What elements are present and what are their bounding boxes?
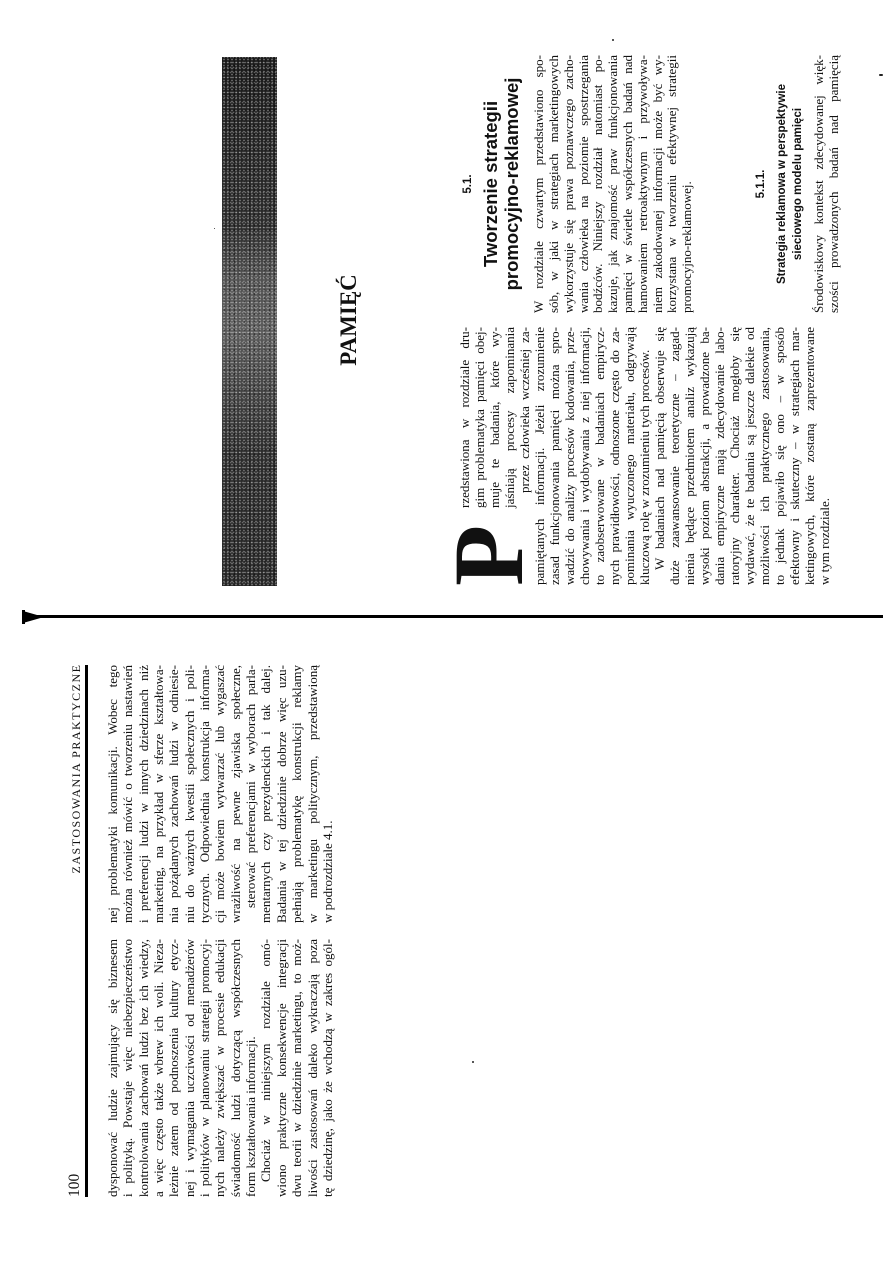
text-line: ratoryjny charakter. Chociaż mogłoby się bbox=[727, 327, 743, 585]
text-line: w tym rozdziale. bbox=[817, 498, 833, 585]
text-line: dysponować ludzie zajmujący się biznesem bbox=[104, 939, 120, 1197]
text-line: marketing, na przykład w sferze kształtowa- bbox=[150, 665, 166, 923]
text-line: jaśniają procesy zapominania bbox=[502, 327, 518, 508]
text-line: to jednak pojawiło się ono – w sposób bbox=[772, 327, 788, 585]
text-line: kontrolowania zachowań ludzi bez ich wiedzy, bbox=[135, 939, 151, 1197]
header-rule bbox=[85, 665, 89, 1197]
text-line: dania empiryczne mają zdecydowanie labo- bbox=[712, 327, 728, 585]
subsection-title-line: Strategia reklamowa w perspektywie bbox=[776, 83, 788, 285]
text-line: i polityków w planowaniu strategii promocyj- bbox=[197, 939, 213, 1197]
text-line: wykorzystuje się prawa poznawczego zacho- bbox=[560, 55, 576, 313]
text-line: hamowaniem retroaktywnym i przywoływa- bbox=[634, 55, 650, 313]
text-line: nych należy zwiększać w procesie edukacji bbox=[212, 939, 228, 1197]
text-line: pominania wyuczonego materiału, odgrywają bbox=[622, 327, 638, 585]
text-line: możliwości ich praktycznego zastosowania, bbox=[757, 327, 773, 585]
page-number: 100 bbox=[65, 1173, 83, 1197]
text-line: wrażliwość na pewne zjawiska społeczne, bbox=[227, 665, 243, 923]
text-line: nej i wymagania uczciwości od menadżerów bbox=[181, 939, 197, 1197]
text-line: wiono praktyczne konsekwencje integracji bbox=[273, 939, 289, 1197]
text-line: gim problematyka pamięci obej- bbox=[472, 327, 488, 508]
text-line: leżnie zatem od podnoszenia kultury etycz- bbox=[166, 939, 182, 1197]
text-line: wysoki poziom abstrakcji, a prowadzone ba- bbox=[697, 327, 713, 585]
text-line: chowywania i wydobywania z niej informacji, bbox=[577, 327, 593, 585]
text-line: korzystana w tworzeniu efektywnej strategii bbox=[664, 55, 680, 313]
text-line: liwości zastosowań daleko wykraczają poza bbox=[304, 939, 320, 1197]
text-line: sób, w jaki w strategiach marketingowych bbox=[545, 55, 561, 313]
text-line: wydawać, że te badania są jeszcze dalekie od bbox=[742, 327, 758, 585]
text-line: można również mówić o tworzeniu nastawień bbox=[120, 665, 136, 923]
decorative-halftone-bar bbox=[222, 57, 277, 586]
text-line: to zaobserwowane w badaniach empirycz- bbox=[592, 327, 608, 585]
section-title bbox=[480, 55, 522, 313]
subsection-title-line: sieciowego modelu pamięci bbox=[792, 107, 804, 261]
text-line: zasad funkcjonowania pamięci można spro- bbox=[547, 327, 563, 585]
text-line: wadzić do analizy procesów kodowania, prze- bbox=[562, 327, 578, 585]
scan-speck bbox=[879, 75, 883, 77]
text-column-left bbox=[457, 327, 832, 585]
scan-speck bbox=[612, 40, 614, 42]
text-line: nienia będące przedmiotem analiz wykazują bbox=[682, 327, 698, 585]
text-line: kazuje, jak znajomość praw funkcjonowania bbox=[605, 55, 621, 313]
text-line: muje te badania, które wy- bbox=[487, 327, 503, 508]
section-title-line: promocyjno-reklamowej bbox=[501, 77, 523, 291]
text-line: pamiętanych informacji. Jeżeli zrozumienie bbox=[532, 327, 548, 585]
text-line: mentarnych czy prezydenckich i tak dalej. bbox=[258, 665, 274, 923]
scan-speck bbox=[472, 1062, 474, 1064]
subsection-paragraph bbox=[811, 55, 841, 313]
text-column-right bbox=[105, 665, 335, 923]
text-line: w marketingu politycznym, przedstawioną bbox=[304, 665, 320, 923]
text-line: niem zakodowanej informacji może być wy- bbox=[649, 55, 665, 313]
text-line: pamięci w świetle współczesnych badań nad bbox=[619, 55, 635, 313]
text-line: W rozdziale czwartym przedstawiono spo- bbox=[531, 55, 547, 313]
text-line: Badania w tej dziedzinie dobrze więc uzu- bbox=[273, 665, 289, 923]
text-column-left bbox=[105, 939, 335, 1197]
text-line: rzedstawiona w rozdziale dru- bbox=[457, 327, 473, 508]
text-line: pełniają problematykę konstrukcji reklamy bbox=[289, 665, 305, 923]
section-title-line: Tworzenie strategii bbox=[480, 100, 502, 268]
subsection-number: 5.1.1. bbox=[754, 169, 767, 199]
text-line: dwu teorii w dziedzinie marketingu, to moż- bbox=[289, 939, 305, 1197]
text-line: cji może bowiem wytwarzać lub wygaszać bbox=[212, 665, 228, 923]
text-line: wania człowieka na poziomie spostrzegania bbox=[575, 55, 591, 313]
running-head: ZASTOSOWANIA PRAKTYCZNE bbox=[69, 663, 83, 874]
text-line: i preferencji ludzi w innych dziedzinach niż bbox=[135, 665, 151, 923]
text-line: przez człowieka wcześniej za- bbox=[517, 327, 533, 493]
text-line: bodźców. Niniejszy rozdział natomiast po- bbox=[590, 55, 606, 313]
text-line: tę dziedzinę, jako że wchodzą w zakres ogól- bbox=[319, 939, 335, 1197]
text-line: Środowiskowy kontekst zdecydowanej więk- bbox=[811, 55, 827, 313]
text-line: ketingowych, które zostaną zaprezentowane bbox=[802, 327, 818, 585]
text-line: nych prawidłowości, odnoszone często do za- bbox=[607, 327, 623, 585]
text-line: szości prowadzonych badań nad pamięcią bbox=[826, 55, 842, 313]
section-number: 5.1. bbox=[461, 174, 474, 194]
text-line: kluczową rolę w zrozumieniu tych procesów. bbox=[637, 349, 653, 585]
section-paragraph bbox=[532, 55, 695, 313]
text-line: tycznych. Odpowiednia konstrukcja informa- bbox=[197, 665, 213, 923]
scan-speck bbox=[214, 228, 215, 229]
text-line: duże zaawansowanie teoretyczne – zagad- bbox=[667, 327, 683, 585]
text-line: Chociaż w niniejszym rozdziale omó- bbox=[258, 939, 274, 1182]
chapter-title: PAMIĘĆ bbox=[336, 274, 362, 366]
text-line: nej problematyki komunikacji. Wobec tego bbox=[104, 665, 120, 923]
drop-cap: P bbox=[433, 524, 544, 586]
spine-line bbox=[24, 616, 883, 619]
text-line: nia pożądanych zachowań ludzi w odniesie- bbox=[166, 665, 182, 923]
text-line: świadomość ludzi dotyczącą współczesnych bbox=[227, 939, 243, 1197]
text-line: a więc często także wbrew ich woli. Nieza- bbox=[150, 939, 166, 1197]
text-line: w podrozdziale 4.1. bbox=[319, 820, 335, 923]
text-line: form kształtowania informacji. bbox=[243, 1036, 259, 1197]
subsection-title bbox=[774, 55, 806, 313]
text-line: niu do ważnych kwestii społecznych i poli- bbox=[181, 665, 197, 923]
text-line: promocyjno-reklamowej. bbox=[679, 181, 695, 313]
text-line: W badaniach nad pamięcią obserwuje się bbox=[652, 327, 668, 570]
text-line: sterować preferencjami w wyborach parla- bbox=[243, 665, 259, 908]
text-line: efektowny i skuteczny – w strategiach mar- bbox=[787, 327, 803, 585]
text-line: i polityką. Powstaje więc niebezpieczeństwo bbox=[120, 939, 136, 1197]
spine-line-taper bbox=[23, 612, 44, 624]
